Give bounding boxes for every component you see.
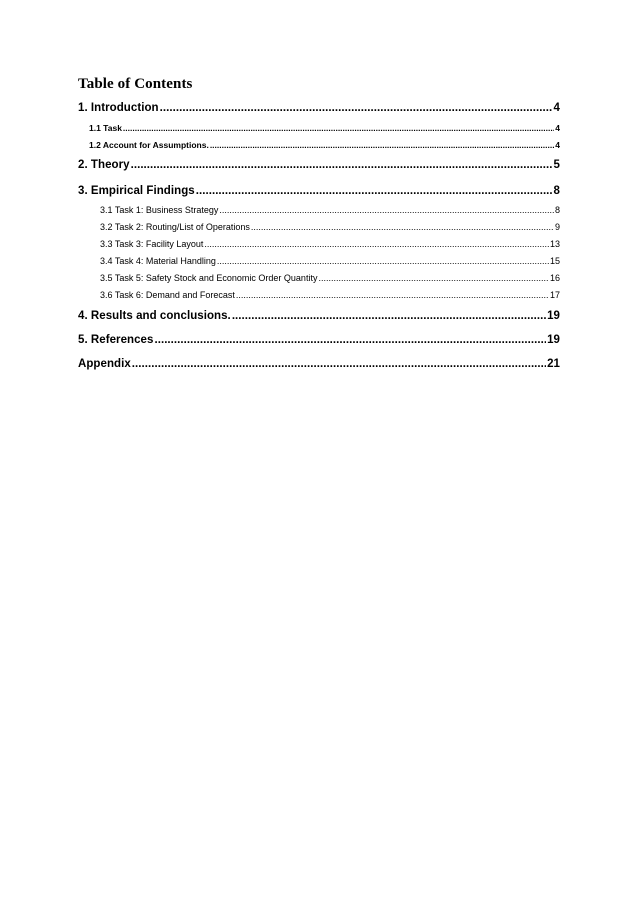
toc-leader-dots — [251, 222, 554, 232]
toc-entry-page: 21 — [547, 358, 560, 370]
toc-entry-page: 8 — [553, 185, 560, 197]
toc-entry-page: 4 — [555, 123, 560, 133]
toc-entry-task[interactable] — [89, 123, 560, 133]
toc-entry-business-strategy[interactable] — [100, 205, 560, 215]
toc-entry-label: 3.5 Task 5: Safety Stock and Economic Order Quantity — [100, 273, 318, 283]
toc-leader-dots — [123, 123, 554, 133]
toc-title: Table of Contents — [78, 76, 193, 92]
toc-leader-dots — [131, 159, 553, 171]
toc-entry-routing-list-of-operations[interactable] — [100, 222, 560, 232]
toc-entry-appendix[interactable] — [78, 358, 560, 370]
toc-entry-introduction[interactable] — [78, 102, 560, 114]
toc-entry-page: 19 — [547, 310, 560, 322]
toc-entry-facility-layout[interactable] — [100, 239, 560, 249]
toc-entry-label: 3. Empirical Findings — [78, 185, 195, 197]
toc-entry-page: 17 — [549, 290, 560, 300]
toc-entry-label: 3.3 Task 3: Facility Layout — [100, 239, 204, 249]
toc-entry-label: 3.1 Task 1: Business Strategy — [100, 205, 219, 215]
toc-leader-dots — [236, 290, 549, 300]
toc-leader-dots — [154, 334, 546, 346]
toc-entry-label: 1. Introduction — [78, 102, 159, 114]
toc-entry-page: 9 — [554, 222, 560, 232]
toc-leader-dots — [204, 239, 549, 249]
toc-entry-results-and-conclusions[interactable] — [78, 310, 560, 322]
toc-entry-label: 1.2 Account for Assumptions. — [89, 140, 209, 150]
toc-entry-label: 3.6 Task 6: Demand and Forecast — [100, 290, 235, 300]
toc-entry-references[interactable] — [78, 334, 560, 346]
toc-leader-dots — [219, 205, 554, 215]
toc-entry-page: 16 — [549, 273, 560, 283]
toc-entry-label: 1.1 Task — [89, 123, 122, 133]
toc-entry-label: 4. Results and conclusions. — [78, 310, 231, 322]
toc-entry-label: Appendix — [78, 358, 131, 370]
toc-entry-page: 4 — [555, 140, 560, 150]
toc-entry-page: 5 — [553, 159, 560, 171]
toc-entry-theory[interactable] — [78, 159, 560, 171]
toc-entry-page: 13 — [549, 239, 560, 249]
toc-leader-dots — [232, 310, 546, 322]
toc-leader-dots — [210, 140, 554, 150]
toc-entry-label: 3.4 Task 4: Material Handling — [100, 256, 216, 266]
toc-leader-dots — [132, 358, 546, 370]
toc-leader-dots — [318, 273, 549, 283]
toc-entry-page: 19 — [547, 334, 560, 346]
toc-entry-label: 2. Theory — [78, 159, 130, 171]
toc-entry-page: 15 — [549, 256, 560, 266]
toc-entry-page: 8 — [554, 205, 560, 215]
toc-entry-label: 3.2 Task 2: Routing/List of Operations — [100, 222, 250, 232]
toc-entry-material-handling[interactable] — [100, 256, 560, 266]
toc-entry-demand-and-forecast[interactable] — [100, 290, 560, 300]
toc-entry-account-for-assumptions[interactable] — [89, 140, 560, 150]
toc-entry-page: 4 — [553, 102, 560, 114]
toc-entry-label: 5. References — [78, 334, 154, 346]
toc-leader-dots — [160, 102, 553, 114]
toc-leader-dots — [217, 256, 549, 266]
toc-leader-dots — [196, 185, 553, 197]
toc-entry-empirical-findings[interactable] — [78, 185, 560, 197]
toc-entry-safety-stock-eoq[interactable] — [100, 273, 560, 283]
